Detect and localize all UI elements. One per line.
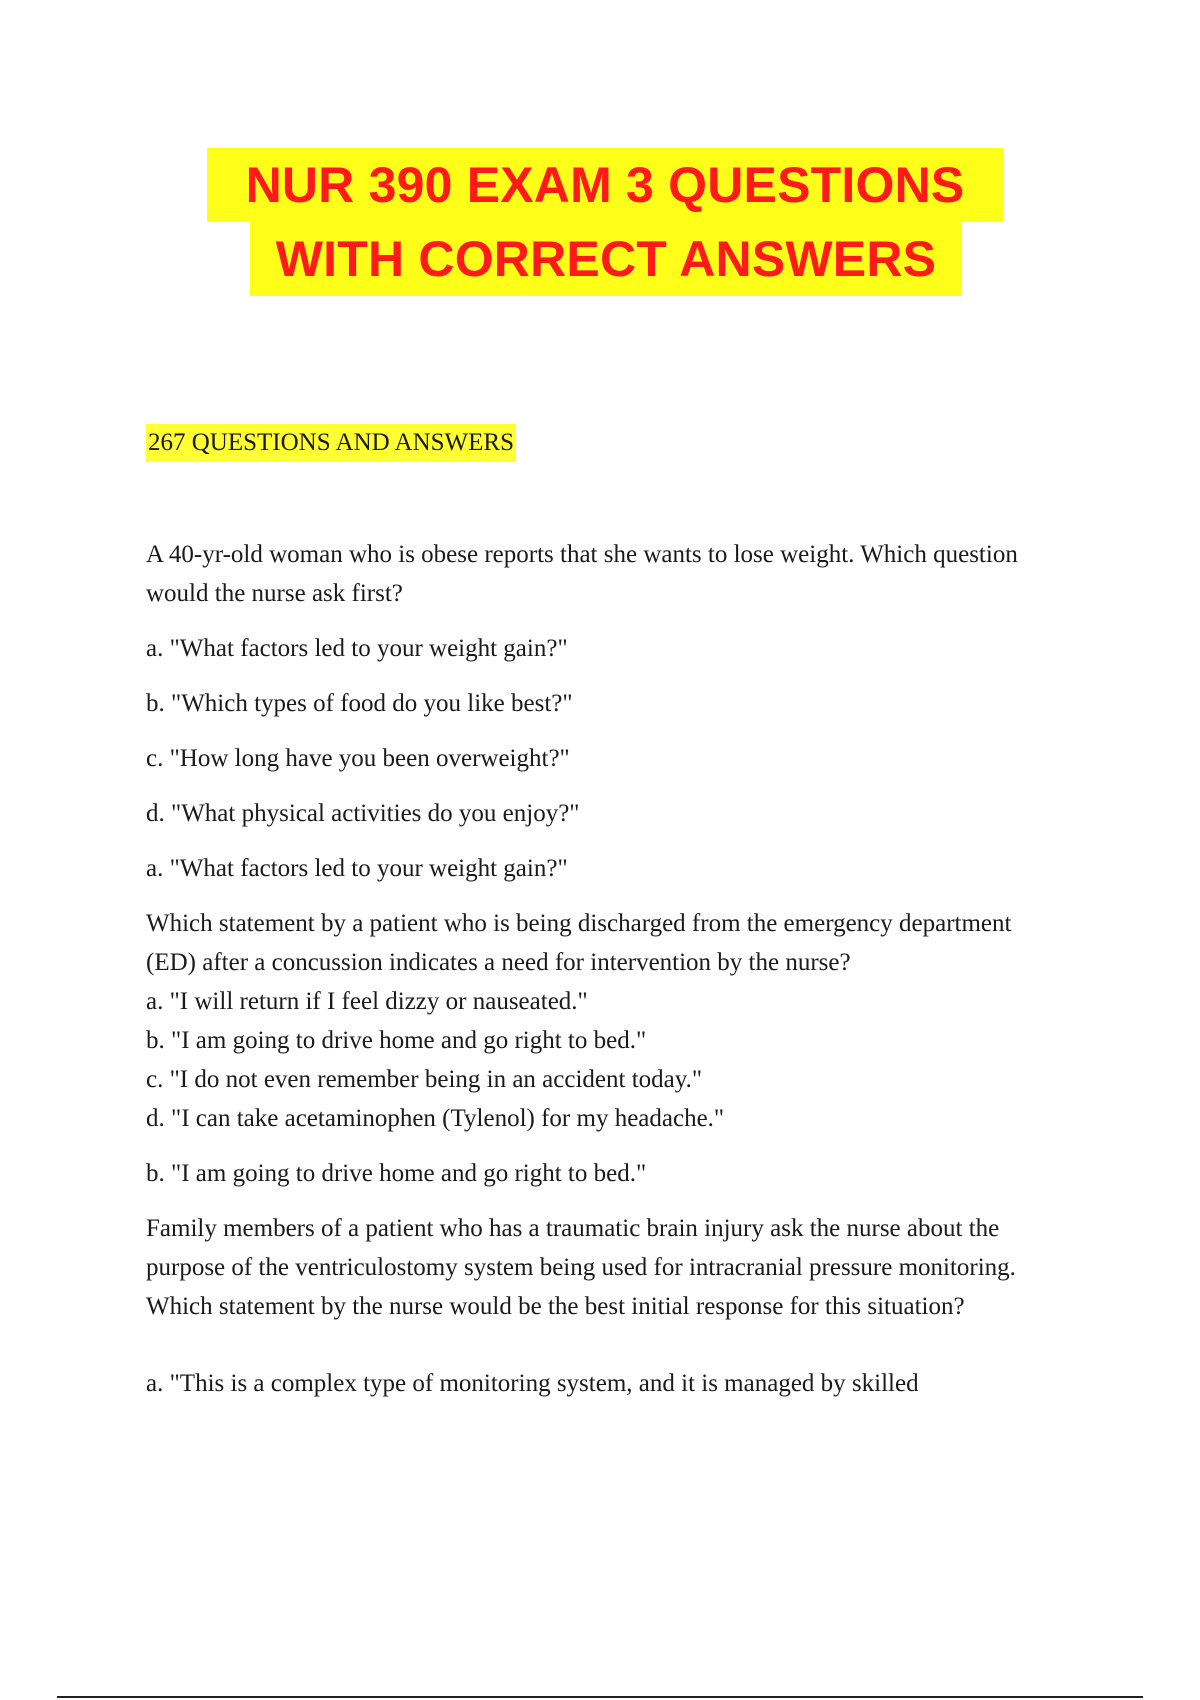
title-line-1: NUR 390 EXAM 3 QUESTIONS (207, 148, 1003, 222)
subtitle: 267 QUESTIONS AND ANSWERS (146, 424, 516, 462)
question-2-answer: b. "I am going to drive home and go right to bed." (146, 1160, 647, 1187)
question-1-answer: a. "What factors led to your weight gain?" (146, 855, 568, 882)
question-3-option-a: a. "This is a complex type of monitoring system, and it is managed by skilled (146, 1370, 919, 1397)
question-2-option-a: a. "I will return if I feel dizzy or nauseated." (146, 988, 588, 1015)
question-1-option-c: c. "How long have you been overweight?" (146, 745, 570, 772)
question-2-option-d: d. "I can take acetaminophen (Tylenol) for my headache." (146, 1105, 725, 1132)
question-1-option-a: a. "What factors led to your weight gain?" (146, 635, 568, 662)
question-1-text: A 40-yr-old woman who is obese reports that she wants to lose weight. Which question would the nurse ask first? (146, 541, 1018, 607)
page-bottom-rule (57, 1696, 1143, 1698)
question-3-text: Family members of a patient who has a traumatic brain injury ask the nurse about the purpose of the ventriculostomy system being used for intracranial pressure monitoring. Which statement by the nurse would be the best initial response for this situation? (146, 1215, 1016, 1320)
question-2-option-c: c. "I do not even remember being in an accident today." (146, 1066, 703, 1093)
questions-content (146, 535, 1046, 1403)
question-2-text: Which statement by a patient who is being discharged from the emergency department (ED) after a concussion indicates a need for intervention by the nurse? (146, 910, 1012, 976)
title-line-2: WITH CORRECT ANSWERS (250, 222, 962, 296)
question-2-option-b: b. "I am going to drive home and go right to bed." (146, 1027, 647, 1054)
question-1-option-b: b. "Which types of food do you like best?" (146, 690, 573, 717)
question-1-option-d: d. "What physical activities do you enjoy?" (146, 800, 580, 827)
